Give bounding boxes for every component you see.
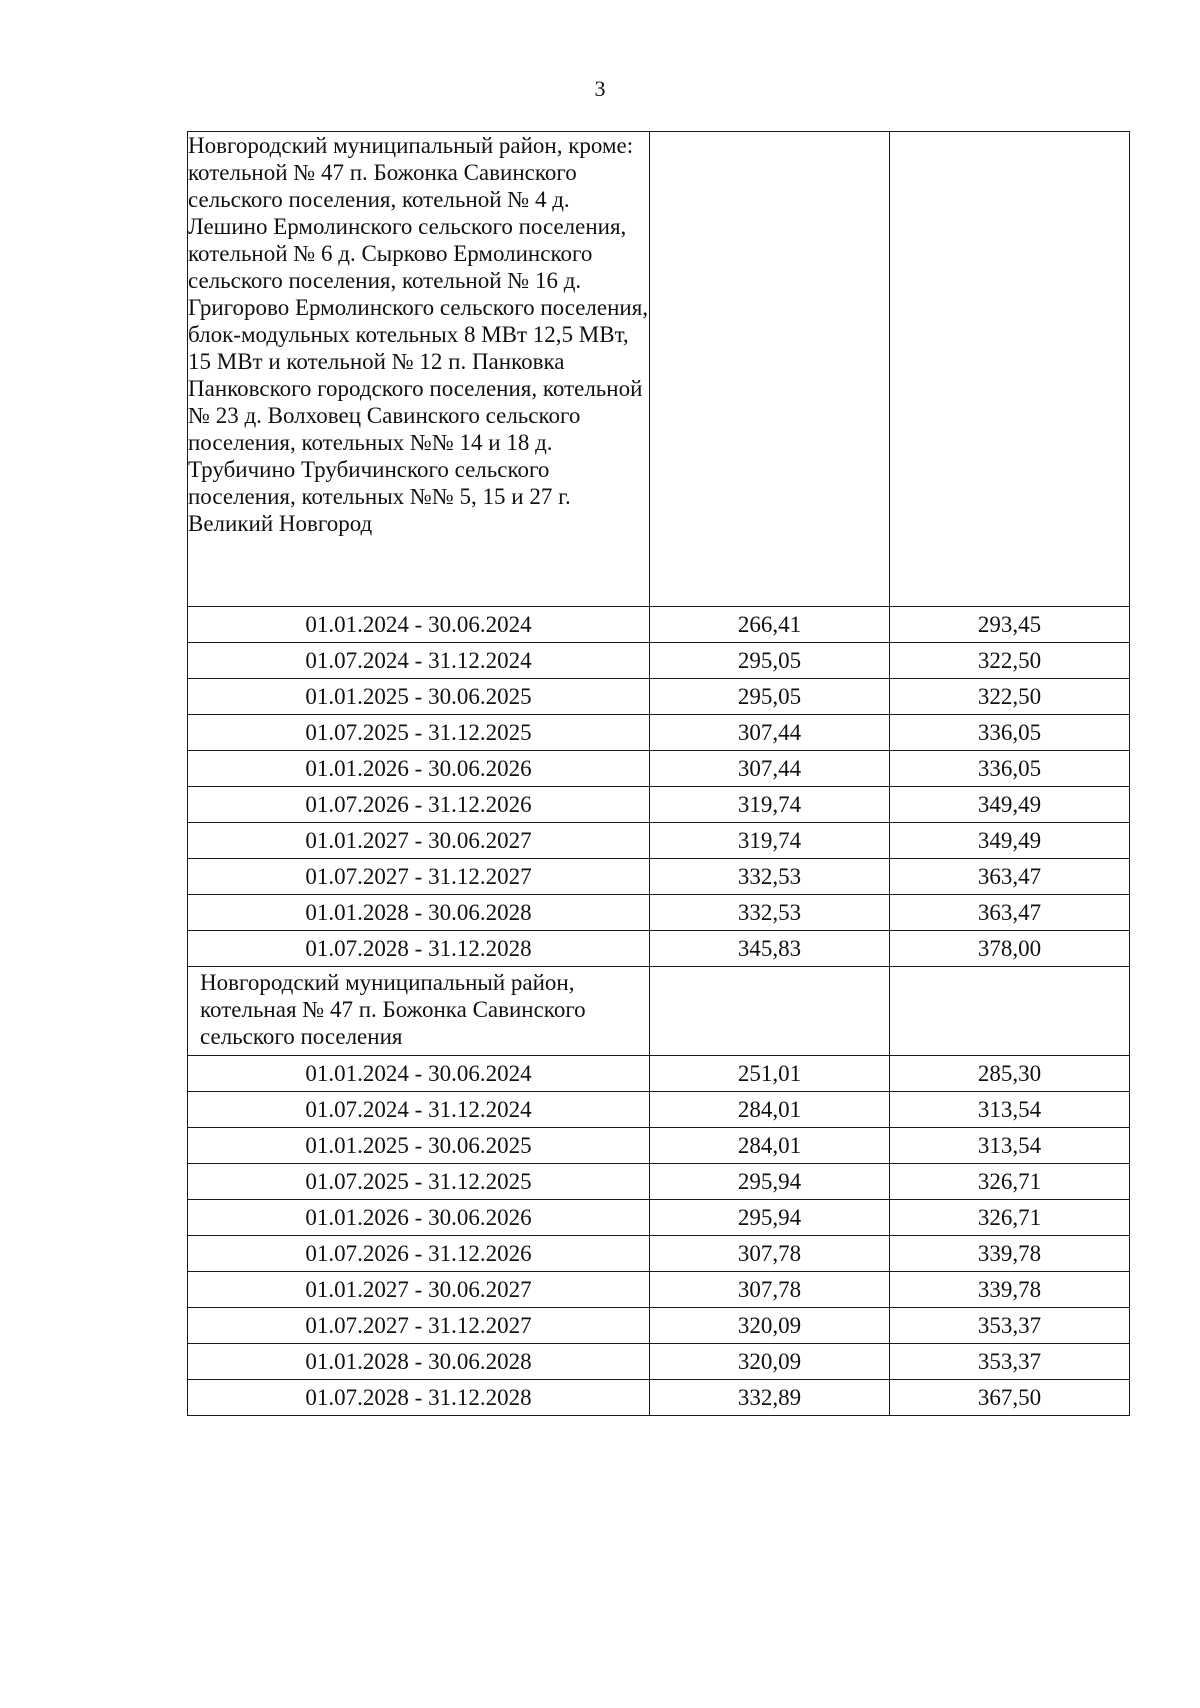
period-cell: 01.07.2024 - 31.12.2024	[188, 643, 650, 679]
value-b-cell: 336,05	[890, 715, 1130, 751]
period-cell: 01.07.2028 - 31.12.2028	[188, 931, 650, 967]
table-row	[188, 1272, 1130, 1308]
value-a-cell: 307,44	[650, 715, 890, 751]
value-b-cell: 326,71	[890, 1200, 1130, 1236]
value-a-cell: 345,83	[650, 931, 890, 967]
period-cell: 01.01.2027 - 30.06.2027	[188, 823, 650, 859]
group-header-row	[188, 967, 1130, 1056]
value-a-cell: 295,94	[650, 1200, 890, 1236]
value-b-cell: 339,78	[890, 1236, 1130, 1272]
value-a-cell: 332,89	[650, 1380, 890, 1416]
value-b-cell: 378,00	[890, 931, 1130, 967]
value-a-cell: 332,53	[650, 895, 890, 931]
period-cell: 01.01.2025 - 30.06.2025	[188, 1128, 650, 1164]
value-b-cell: 363,47	[890, 859, 1130, 895]
value-b-cell: 322,50	[890, 679, 1130, 715]
period-cell: 01.01.2028 - 30.06.2028	[188, 895, 650, 931]
value-b-cell: 313,54	[890, 1128, 1130, 1164]
table-row	[188, 679, 1130, 715]
table-row	[188, 823, 1130, 859]
table-row	[188, 1236, 1130, 1272]
period-cell: 01.01.2025 - 30.06.2025	[188, 679, 650, 715]
table-row	[188, 643, 1130, 679]
table-row	[188, 895, 1130, 931]
value-b-cell: 363,47	[890, 895, 1130, 931]
value-b-cell: 326,71	[890, 1164, 1130, 1200]
tariff-table	[187, 131, 1130, 1416]
period-cell: 01.01.2028 - 30.06.2028	[188, 1344, 650, 1380]
value-a-cell: 307,78	[650, 1236, 890, 1272]
period-cell: 01.01.2027 - 30.06.2027	[188, 1272, 650, 1308]
period-cell: 01.07.2028 - 31.12.2028	[188, 1380, 650, 1416]
value-a-cell: 266,41	[650, 607, 890, 643]
period-cell: 01.07.2024 - 31.12.2024	[188, 1092, 650, 1128]
table-row	[188, 715, 1130, 751]
group-empty-cell	[650, 967, 890, 1056]
table-row	[188, 1164, 1130, 1200]
value-a-cell: 320,09	[650, 1308, 890, 1344]
table-row	[188, 931, 1130, 967]
table-row	[188, 1380, 1130, 1416]
period-cell: 01.07.2026 - 31.12.2026	[188, 1236, 650, 1272]
value-b-cell: 293,45	[890, 607, 1130, 643]
table-row	[188, 1056, 1130, 1092]
value-b-cell: 339,78	[890, 1272, 1130, 1308]
value-a-cell: 319,74	[650, 787, 890, 823]
value-a-cell: 307,44	[650, 751, 890, 787]
value-b-cell: 367,50	[890, 1380, 1130, 1416]
period-cell: 01.07.2027 - 31.12.2027	[188, 859, 650, 895]
value-a-cell: 295,05	[650, 679, 890, 715]
value-a-cell: 284,01	[650, 1092, 890, 1128]
table-row	[188, 1092, 1130, 1128]
group-empty-cell	[890, 967, 1130, 1056]
group-empty-cell	[650, 132, 890, 607]
period-cell: 01.01.2026 - 30.06.2026	[188, 1200, 650, 1236]
value-a-cell: 251,01	[650, 1056, 890, 1092]
value-a-cell: 320,09	[650, 1344, 890, 1380]
table-row	[188, 1308, 1130, 1344]
value-b-cell: 285,30	[890, 1056, 1130, 1092]
period-cell: 01.07.2025 - 31.12.2025	[188, 1164, 650, 1200]
table-row	[188, 1344, 1130, 1380]
period-cell: 01.07.2026 - 31.12.2026	[188, 787, 650, 823]
value-a-cell: 295,05	[650, 643, 890, 679]
value-b-cell: 349,49	[890, 823, 1130, 859]
group-header-row	[188, 132, 1130, 607]
value-a-cell: 284,01	[650, 1128, 890, 1164]
table-row	[188, 607, 1130, 643]
group-title: Новгородский муниципальный район, кроме: котельной № 47 п. Божонка Савинского сельского поселения, котельной № 4 д. Лешино Ермолинского сельского поселения, котельной № 6 д. Сырково Ермолинского сельского поселения, котельной № 16 д. Григорово Ермолинского сельского поселения, блок-модульных котельных 8 МВт 12,5 МВт, 15 МВт и котельной № 12 п. Панковка Панковского городского поселения, котельной № 23 д. Волховец Савинского сельского поселения, котельных №№ 14 и 18 д. Трубичино Трубичинского сельского поселения, котельных №№ 5, 15 и 27 г. Великий Новгород	[188, 132, 650, 607]
value-b-cell: 336,05	[890, 751, 1130, 787]
period-cell: 01.07.2027 - 31.12.2027	[188, 1308, 650, 1344]
value-b-cell: 349,49	[890, 787, 1130, 823]
period-cell: 01.01.2026 - 30.06.2026	[188, 751, 650, 787]
value-b-cell: 353,37	[890, 1344, 1130, 1380]
period-cell: 01.01.2024 - 30.06.2024	[188, 1056, 650, 1092]
tariff-table-body	[188, 132, 1130, 1416]
value-b-cell: 353,37	[890, 1308, 1130, 1344]
table-row	[188, 859, 1130, 895]
group-empty-cell	[890, 132, 1130, 607]
group-title: Новгородский муниципальный район, котельная № 47 п. Божонка Савинского сельского поселения	[188, 967, 650, 1056]
value-a-cell: 332,53	[650, 859, 890, 895]
table-row	[188, 787, 1130, 823]
table-row	[188, 751, 1130, 787]
value-a-cell: 307,78	[650, 1272, 890, 1308]
period-cell: 01.01.2024 - 30.06.2024	[188, 607, 650, 643]
value-b-cell: 313,54	[890, 1092, 1130, 1128]
table-row	[188, 1200, 1130, 1236]
value-a-cell: 295,94	[650, 1164, 890, 1200]
value-b-cell: 322,50	[890, 643, 1130, 679]
period-cell: 01.07.2025 - 31.12.2025	[188, 715, 650, 751]
page-number: 3	[594, 76, 606, 101]
value-a-cell: 319,74	[650, 823, 890, 859]
table-row	[188, 1128, 1130, 1164]
